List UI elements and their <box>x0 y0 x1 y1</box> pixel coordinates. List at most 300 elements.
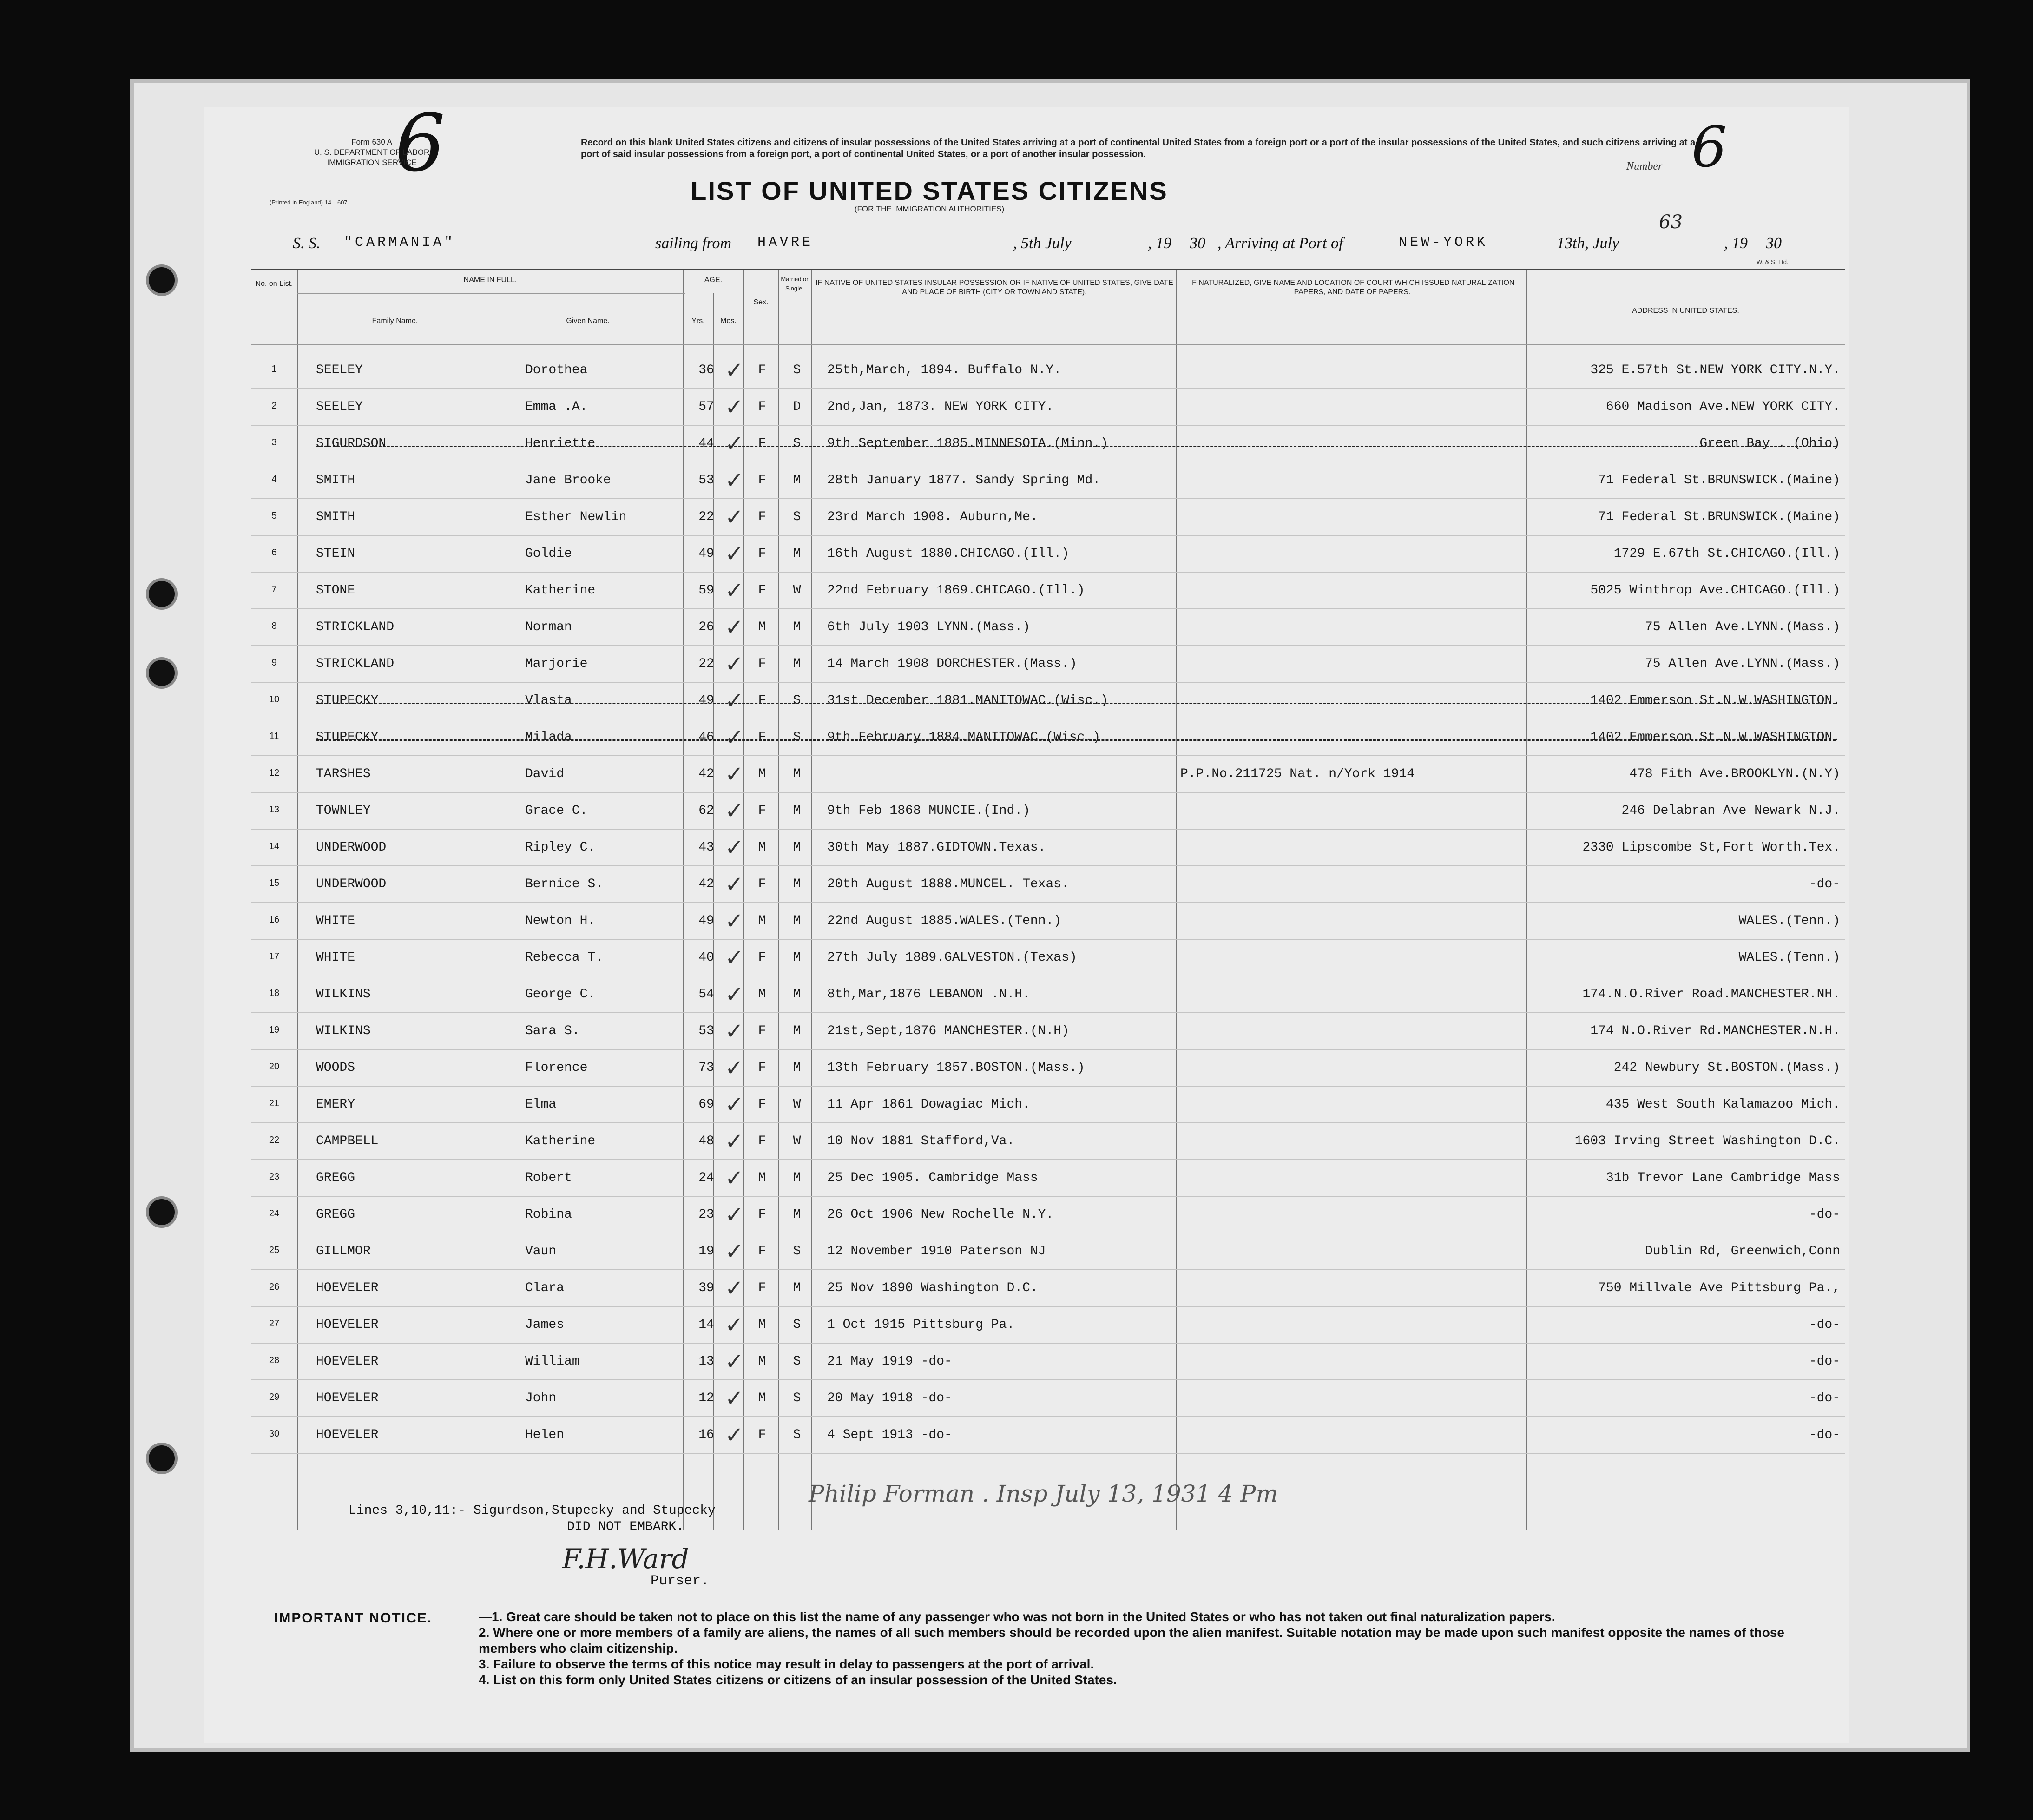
cell-age: 44 <box>698 436 714 451</box>
cell-sex: F <box>758 1061 766 1075</box>
cell-no: 20 <box>269 1062 280 1072</box>
cell-birth: 1 Oct 1915 Pittsburg Pa. <box>827 1318 1015 1332</box>
cell-family: STUPECKY <box>316 693 379 708</box>
cell-marital: M <box>793 1024 801 1038</box>
cell-family: UNDERWOOD <box>316 840 387 855</box>
cell-address: 242 Newbury St.BOSTON.(Mass.) <box>1613 1061 1840 1075</box>
footer-note: Lines 3,10,11:- Sigurdson,Stupecky and Stupecky <box>349 1503 716 1518</box>
cell-age: 42 <box>698 877 714 891</box>
passenger-table <box>251 269 1845 1530</box>
cell-age: 57 <box>698 400 714 414</box>
cell-age: 42 <box>698 767 714 781</box>
cell-sex: F <box>758 510 766 524</box>
cell-family: WOODS <box>316 1061 355 1075</box>
cell-given: Jane Brooke <box>525 473 611 488</box>
cell-age: 49 <box>698 547 714 561</box>
cell-age: 49 <box>698 693 714 708</box>
voyage-line <box>293 235 1812 263</box>
number-value: 6 <box>1691 115 1727 180</box>
checkmark-icon: ✓ <box>725 394 744 420</box>
table-row <box>251 1015 1845 1050</box>
cell-given: Marjorie <box>525 657 588 671</box>
cell-family: UNDERWOOD <box>316 877 387 891</box>
cell-sex: M <box>758 767 766 781</box>
cell-birth: 22nd February 1869.CHICAGO.(Ill.) <box>827 583 1085 598</box>
cell-marital: M <box>793 1061 801 1075</box>
cell-address: 31b Trevor Lane Cambridge Mass <box>1605 1171 1840 1185</box>
cell-family: STEIN <box>316 547 355 561</box>
cell-address: 174 N.O.River Rd.MANCHESTER.N.H. <box>1590 1024 1840 1038</box>
table-row <box>251 758 1845 793</box>
checkmark-icon: ✓ <box>725 1092 744 1118</box>
cell-marital: M <box>793 620 801 634</box>
cell-birth: 9th September 1885.MINNESOTA.(Minn.) <box>827 436 1108 451</box>
cell-marital: M <box>793 877 801 891</box>
cell-marital: M <box>793 987 801 1002</box>
sailing-label: sailing from <box>655 235 732 252</box>
cell-birth: 28th January 1877. Sandy Spring Md. <box>827 473 1101 488</box>
table-row <box>251 1125 1845 1160</box>
col-header-naturalized: IF NATURALIZED, GIVE NAME AND LOCATION OF COURT WHICH ISSUED NATURALIZATION PAPERS, AND DATE OF PAPERS. <box>1190 279 1515 296</box>
cell-sex: F <box>758 1428 766 1442</box>
table-row <box>251 978 1845 1013</box>
cell-age: 53 <box>698 473 714 488</box>
col-header-sex: Sex. <box>753 298 769 306</box>
cell-no: 7 <box>271 584 277 594</box>
checkmark-icon: ✓ <box>725 468 744 494</box>
cell-marital: M <box>793 1171 801 1185</box>
arrive-port: NEW-YORK <box>1399 235 1488 251</box>
cell-address: 1402 Emmerson St.N.W.WASHINGTON. <box>1590 730 1840 745</box>
cell-family: SIGURDSON <box>316 436 387 451</box>
cell-sex: F <box>758 436 766 451</box>
cell-age: 73 <box>698 1061 714 1075</box>
checkmark-icon: ✓ <box>725 835 744 861</box>
cell-given: Henriette <box>525 436 596 451</box>
cell-no: 3 <box>271 437 277 448</box>
cell-birth: 8th,Mar,1876 LEBANON .N.H. <box>827 987 1030 1002</box>
cell-sex: F <box>758 363 766 377</box>
cell-no: 4 <box>271 474 277 484</box>
notice-list <box>479 1609 1845 1688</box>
table-row <box>251 794 1845 830</box>
depart-year: 30 <box>1190 235 1205 252</box>
cell-no: 11 <box>269 731 279 741</box>
cell-no: 23 <box>269 1172 280 1182</box>
cell-family: SMITH <box>316 473 355 488</box>
cell-marital: W <box>793 583 801 598</box>
cell-age: 22 <box>698 510 714 524</box>
cell-sex: F <box>758 1024 766 1038</box>
cell-marital: M <box>793 914 801 928</box>
cell-address: 478 Fith Ave.BROOKLYN.(N.Y) <box>1629 767 1840 781</box>
cell-marital: S <box>793 436 801 451</box>
cell-birth: 21st,Sept,1876 MANCHESTER.(N.H) <box>827 1024 1069 1038</box>
year-prefix: , 19 <box>1148 235 1171 252</box>
department: U. S. DEPARTMENT OF LABOR <box>314 148 430 157</box>
cell-family: TARSHES <box>316 767 371 781</box>
service: IMMIGRATION SERVICE <box>327 158 417 167</box>
cell-family: STRICKLAND <box>316 657 395 671</box>
cell-address: -do- <box>1809 1391 1840 1405</box>
cell-age: 36 <box>698 363 714 377</box>
cell-birth: 11 Apr 1861 Dowagiac Mich. <box>827 1097 1030 1112</box>
checkmark-icon: ✓ <box>725 1312 744 1338</box>
table-row <box>251 1382 1845 1417</box>
col-header-family-name: Family Name. <box>372 317 418 325</box>
number-label: Number <box>1626 160 1663 172</box>
checkmark-icon: ✓ <box>725 982 744 1008</box>
cell-family: GREGG <box>316 1171 355 1185</box>
table-row <box>251 1345 1845 1380</box>
cell-address: 174.N.O.River Road.MANCHESTER.NH. <box>1582 987 1840 1002</box>
cell-given: Robina <box>525 1207 572 1222</box>
cell-family: HOEVELER <box>316 1354 379 1369</box>
binder-hole <box>149 1199 175 1225</box>
table-row <box>251 1198 1845 1233</box>
cell-no: 14 <box>269 841 280 851</box>
cell-no: 15 <box>269 878 280 888</box>
checkmark-icon: ✓ <box>725 1275 744 1301</box>
cell-family: TOWNLEY <box>316 804 371 818</box>
checkmark-icon: ✓ <box>725 908 744 934</box>
cell-marital: M <box>793 804 801 818</box>
cell-birth: 31st December 1881.MANITOWAC.(Wisc.) <box>827 693 1108 708</box>
cell-marital: M <box>793 1207 801 1222</box>
cell-address: 75 Allen Ave.LYNN.(Mass.) <box>1645 657 1840 671</box>
purser-signature: F.H.Ward <box>562 1543 689 1575</box>
cell-given: Goldie <box>525 547 572 561</box>
checkmark-icon: ✓ <box>725 1349 744 1375</box>
cell-no: 29 <box>269 1392 280 1402</box>
cell-address: 71 Federal St.BRUNSWICK.(Maine) <box>1598 473 1840 488</box>
cell-sex: M <box>758 1391 766 1405</box>
col-header-age: AGE. <box>704 276 723 284</box>
cell-no: 27 <box>269 1319 280 1329</box>
cell-sex: F <box>758 400 766 414</box>
binder-hole <box>149 660 175 686</box>
cell-family: SEELEY <box>316 363 363 377</box>
table-row <box>251 354 1845 389</box>
table-row <box>251 904 1845 940</box>
cell-given: Milada <box>525 730 572 745</box>
cell-address: -do- <box>1809 1207 1840 1222</box>
checkmark-icon: ✓ <box>725 761 744 787</box>
cell-given: Rebecca T. <box>525 950 604 965</box>
cell-age: 48 <box>698 1134 714 1148</box>
cell-birth: 2nd,Jan, 1873. NEW YORK CITY. <box>827 400 1054 414</box>
cell-given: George C. <box>525 987 596 1002</box>
cell-birth: 20th August 1888.MUNCEL. Texas. <box>827 877 1069 891</box>
table-row <box>251 537 1845 573</box>
cell-sex: M <box>758 840 766 855</box>
cell-age: 62 <box>698 804 714 818</box>
col-header-no: No. on List. <box>255 280 293 288</box>
table-row <box>251 574 1845 609</box>
table-row <box>251 1272 1845 1307</box>
arriving-label: , Arriving at Port of <box>1217 235 1343 252</box>
cell-given: Florence <box>525 1061 588 1075</box>
cell-no: 6 <box>271 547 277 558</box>
cell-age: 24 <box>698 1171 714 1185</box>
cell-birth: 9th Feb 1868 MUNCIE.(Ind.) <box>827 804 1030 818</box>
inspector-signature: Philip Forman . Insp July 13, 1931 4 Pm <box>809 1480 1278 1507</box>
cell-sex: F <box>758 730 766 745</box>
cell-birth: 25 Nov 1890 Washington D.C. <box>827 1281 1038 1295</box>
cell-age: 19 <box>698 1244 714 1259</box>
cell-family: WILKINS <box>316 1024 371 1038</box>
col-header-address: ADDRESS IN UNITED STATES. <box>1632 307 1739 315</box>
cell-given: Emma .A. <box>525 400 588 414</box>
cell-age: 39 <box>698 1281 714 1295</box>
notice-title: IMPORTANT NOTICE. <box>274 1610 433 1626</box>
cell-marital: W <box>793 1134 801 1148</box>
checkmark-icon: ✓ <box>725 1128 744 1154</box>
cell-address: WALES.(Tenn.) <box>1738 950 1840 965</box>
cell-address: -do- <box>1809 1428 1840 1442</box>
cell-family: STRICKLAND <box>316 620 395 634</box>
binder-hole <box>149 1445 175 1471</box>
table-row <box>251 941 1845 976</box>
checkmark-icon: ✓ <box>725 1018 744 1044</box>
table-row <box>251 1088 1845 1123</box>
form-id-block <box>311 137 432 168</box>
cell-sex: M <box>758 987 766 1002</box>
cell-no: 25 <box>269 1245 280 1255</box>
cell-age: 69 <box>698 1097 714 1112</box>
notice-item: 2. Where one or more members of a family are aliens, the names of all such members should be recorded upon the alien manifest. Suitable notation may be made upon such manifest opposite the names of those members who claim citizenship. <box>479 1625 1784 1655</box>
depart-date: , 5th July <box>1013 235 1072 252</box>
table-row <box>251 1308 1845 1344</box>
from-port: HAVRE <box>757 235 814 251</box>
checkmark-icon: ✓ <box>725 541 744 567</box>
cell-marital: M <box>793 840 801 855</box>
cell-no: 24 <box>269 1208 280 1219</box>
cell-sex: M <box>758 914 766 928</box>
cell-marital: S <box>793 363 801 377</box>
scan-border <box>130 1752 1970 1820</box>
cell-address: 246 Delabran Ave Newark N.J. <box>1621 804 1840 818</box>
cell-given: Ripley C. <box>525 840 596 855</box>
cell-age: 54 <box>698 987 714 1002</box>
cell-given: William <box>525 1354 580 1369</box>
cell-age: 23 <box>698 1207 714 1222</box>
cell-given: Bernice S. <box>525 877 604 891</box>
cell-birth: 23rd March 1908. Auburn,Me. <box>827 510 1038 524</box>
cell-address: WALES.(Tenn.) <box>1738 914 1840 928</box>
table-row <box>251 611 1845 646</box>
cell-address: 660 Madison Ave.NEW YORK CITY. <box>1605 400 1840 414</box>
cell-sex: F <box>758 657 766 671</box>
cell-no: 13 <box>269 804 280 815</box>
cell-no: 26 <box>269 1282 280 1292</box>
cell-no: 21 <box>269 1098 280 1108</box>
cell-no: 18 <box>269 988 280 998</box>
cell-address: 2330 Lipscombe St,Fort Worth.Tex. <box>1582 840 1840 855</box>
cell-age: 14 <box>698 1318 714 1332</box>
intro-text: Record on this blank United States citizens and citizens of insular possessions of the United States arriving at a port of continental United States from a foreign port or a port of the insular possessions of the United States, and such citizens arriving at a port of said insular possessions from a foreign port, a port of continental United States, or a port of another insular possession. <box>581 138 1696 159</box>
cell-no: 1 <box>271 364 277 374</box>
table-row <box>251 390 1845 426</box>
cell-sex: F <box>758 547 766 561</box>
checkmark-icon: ✓ <box>725 504 744 530</box>
checkmark-icon: ✓ <box>725 798 744 824</box>
cell-marital: S <box>793 1354 801 1369</box>
cell-given: Robert <box>525 1171 572 1185</box>
cell-birth: 25th,March, 1894. Buffalo N.Y. <box>827 363 1062 377</box>
cell-address: 75 Allen Ave.LYNN.(Mass.) <box>1645 620 1840 634</box>
cell-sex: F <box>758 473 766 488</box>
cell-marital: M <box>793 657 801 671</box>
cell-birth: 9th February 1884.MANITOWAC.(Wisc.) <box>827 730 1101 745</box>
col-header-mos: Mos. <box>720 317 737 325</box>
checkmark-icon: ✓ <box>725 945 744 971</box>
cell-birth: 25 Dec 1905. Cambridge Mass <box>827 1171 1038 1185</box>
cell-no: 2 <box>271 401 277 411</box>
cell-address: -do- <box>1809 877 1840 891</box>
cell-family: STONE <box>316 583 355 598</box>
col-header-yrs: Yrs. <box>691 317 705 325</box>
checkmark-icon: ✓ <box>725 1239 744 1265</box>
checkmark-icon: ✓ <box>725 1165 744 1191</box>
cell-given: Esther Newlin <box>525 510 627 524</box>
cell-family: GILLMOR <box>316 1244 371 1259</box>
cell-birth: 4 Sept 1913 -do- <box>827 1428 952 1442</box>
cell-sex: F <box>758 693 766 708</box>
cell-address: -do- <box>1809 1318 1840 1332</box>
cell-no: 16 <box>269 915 280 925</box>
cell-birth: 13th February 1857.BOSTON.(Mass.) <box>827 1061 1085 1075</box>
cell-age: 16 <box>698 1428 714 1442</box>
printer-mark: W. & S. Ltd. <box>1757 258 1789 265</box>
cell-no: 30 <box>269 1429 280 1439</box>
cell-family: HOEVELER <box>316 1281 379 1295</box>
cell-address: Green Bay . (Ohio) <box>1699 436 1840 451</box>
ship-name: "CARMANIA" <box>344 235 456 251</box>
cell-family: HOEVELER <box>316 1391 379 1405</box>
col-header-given-name: Given Name. <box>566 317 610 325</box>
checkmark-icon: ✓ <box>725 614 744 640</box>
cell-age: 59 <box>698 583 714 598</box>
cell-given: Vlasta <box>525 693 572 708</box>
form-number: Form 630 A <box>351 138 392 146</box>
cell-marital: M <box>793 473 801 488</box>
cell-family: GREGG <box>316 1207 355 1222</box>
cell-no: 5 <box>271 511 277 521</box>
notice-item: —1. Great care should be taken not to place on this list the name of any passenger who was not born in the United States or who has not taken out final naturalization papers. <box>479 1609 1555 1624</box>
cell-birth: 12 November 1910 Paterson NJ <box>827 1244 1046 1259</box>
cell-sex: M <box>758 620 766 634</box>
checkmark-icon: ✓ <box>725 1385 744 1411</box>
cell-marital: S <box>793 1244 801 1259</box>
arrive-date: 13th, July <box>1557 235 1619 252</box>
cell-given: Norman <box>525 620 572 634</box>
cell-given: David <box>525 767 565 781</box>
binder-hole <box>149 581 175 607</box>
printed-in: (Printed in England) 14—607 <box>270 199 348 206</box>
cell-sex: F <box>758 877 766 891</box>
cell-family: STUPECKY <box>316 730 379 745</box>
cell-given: Newton H. <box>525 914 596 928</box>
purser-label: Purser. <box>651 1573 710 1589</box>
cell-sex: F <box>758 804 766 818</box>
table-row <box>251 501 1845 536</box>
checkmark-icon: ✓ <box>725 578 744 604</box>
checkmark-icon: ✓ <box>725 1055 744 1081</box>
cell-birth: 26 Oct 1906 New Rochelle N.Y. <box>827 1207 1054 1222</box>
cell-age: 22 <box>698 657 714 671</box>
cell-family: SEELEY <box>316 400 363 414</box>
table-row <box>251 427 1845 462</box>
checkmark-icon: ✓ <box>725 1202 744 1228</box>
cell-birth: 30th May 1887.GIDTOWN.Texas. <box>827 840 1046 855</box>
cell-sex: F <box>758 950 766 965</box>
table-row <box>251 721 1845 756</box>
cell-sex: F <box>758 1134 766 1148</box>
cell-family: HOEVELER <box>316 1318 379 1332</box>
cell-birth: 14 March 1908 DORCHESTER.(Mass.) <box>827 657 1077 671</box>
cell-no: 28 <box>269 1355 280 1365</box>
cell-birth: 10 Nov 1881 Stafford,Va. <box>827 1134 1015 1148</box>
table-row <box>251 684 1845 719</box>
cell-sex: F <box>758 1097 766 1112</box>
cell-given: Dorothea <box>525 363 588 377</box>
cell-age: 12 <box>698 1391 714 1405</box>
cell-age: 13 <box>698 1354 714 1369</box>
cell-marital: M <box>793 767 801 781</box>
footer-note-did-not-embark: DID NOT EMBARK. <box>567 1520 684 1534</box>
cell-given: Sara S. <box>525 1024 580 1038</box>
cell-sex: F <box>758 1281 766 1295</box>
cell-address: 1402 Emmerson St.N.W.WASHINGTON. <box>1590 693 1840 708</box>
cell-age: 26 <box>698 620 714 634</box>
cell-marital: S <box>793 1428 801 1442</box>
cell-sex: F <box>758 1244 766 1259</box>
cell-marital: M <box>793 1281 801 1295</box>
table-row <box>251 1161 1845 1197</box>
cell-sex: F <box>758 583 766 598</box>
cell-family: SMITH <box>316 510 355 524</box>
cell-age: 43 <box>698 840 714 855</box>
col-header-name-in-full: NAME IN FULL. <box>463 276 517 284</box>
cell-marital: S <box>793 693 801 708</box>
cell-nat: P.P.No.211725 Nat. n/York 1914 <box>1180 767 1415 781</box>
cell-family: HOEVELER <box>316 1428 379 1442</box>
cell-sex: F <box>758 1207 766 1222</box>
cell-address: 325 E.57th St.NEW YORK CITY.N.Y. <box>1590 363 1840 377</box>
checkmark-icon: ✓ <box>725 651 744 677</box>
cell-given: James <box>525 1318 565 1332</box>
cell-given: Helen <box>525 1428 565 1442</box>
cell-no: 8 <box>271 621 277 631</box>
cell-given: Elma <box>525 1097 557 1112</box>
binder-hole <box>149 267 175 293</box>
table-row <box>251 464 1845 499</box>
cell-birth: 6th July 1903 LYNN.(Mass.) <box>827 620 1030 634</box>
cell-marital: S <box>793 1318 801 1332</box>
cell-no: 12 <box>269 768 280 778</box>
cell-marital: S <box>793 730 801 745</box>
checkmark-icon: ✓ <box>725 725 744 751</box>
table-row <box>251 1051 1845 1087</box>
table-row <box>251 831 1845 866</box>
cell-no: 10 <box>269 694 280 705</box>
cell-marital: D <box>793 400 801 414</box>
checkmark-icon: ✓ <box>725 431 744 457</box>
checkmark-icon: ✓ <box>725 1422 744 1448</box>
cell-family: WHITE <box>316 914 355 928</box>
cell-given: Katherine <box>525 1134 596 1148</box>
